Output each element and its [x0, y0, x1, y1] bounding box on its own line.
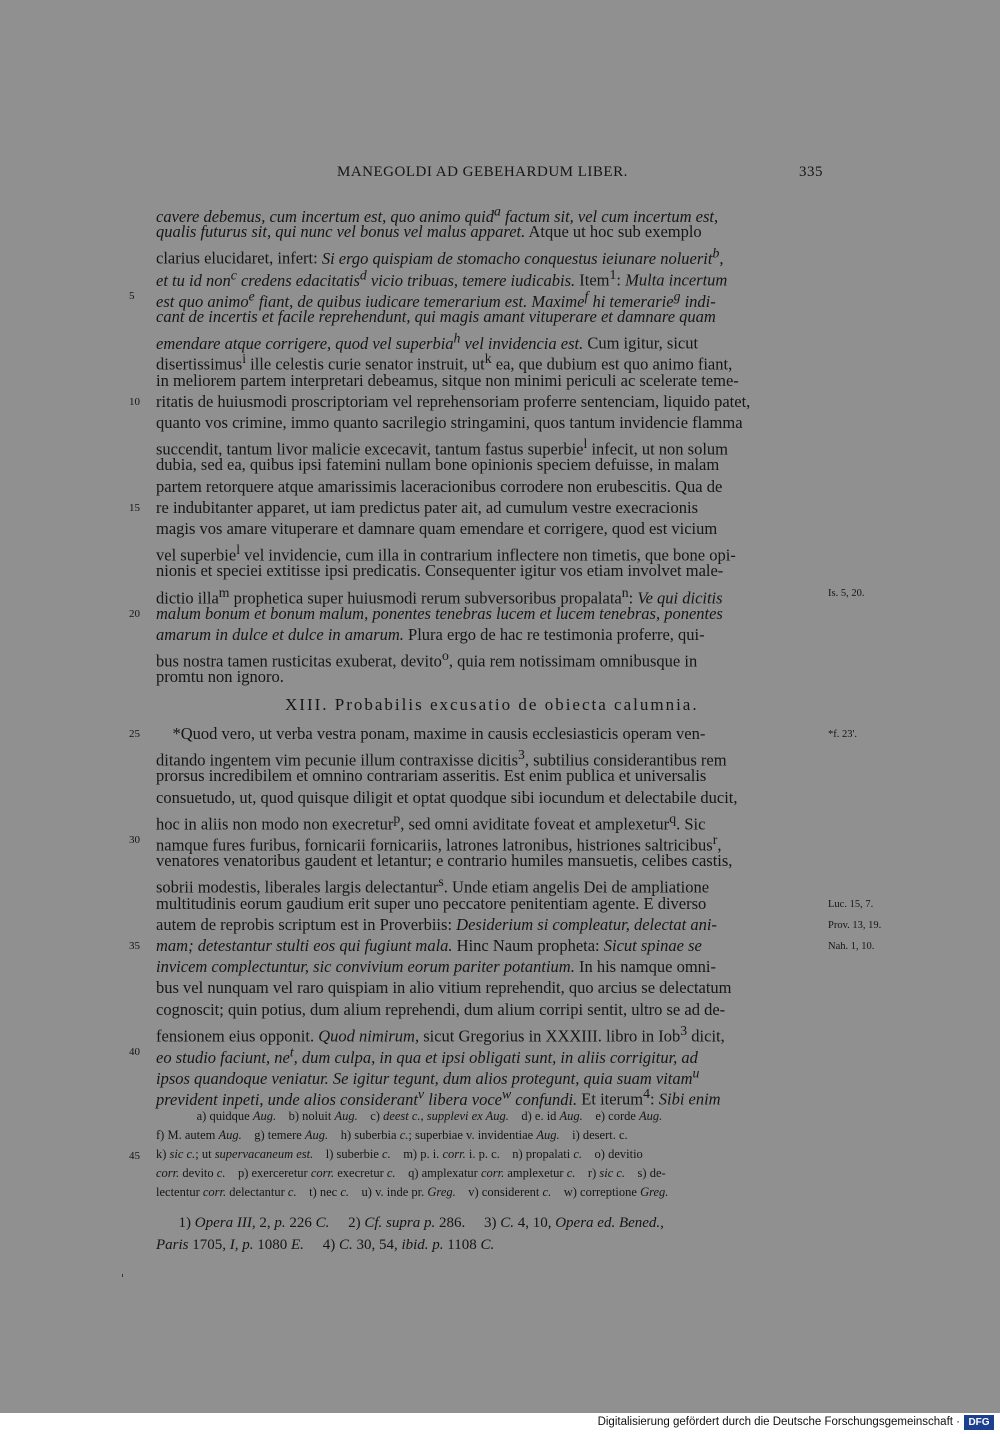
text-line: clarius elucidaret, infert: Si ergo quispiam de stomacho conquestus ieiunare noluerit$^b$,: [156, 245, 724, 268]
footnote-line: 1) Opera III, 2, p. 226 C. 2) Cf. supra p. 286. 3) C. 4, 10, Opera ed. Bened.,: [156, 1215, 664, 1231]
text-line: vel superbie$^l$ vel invidencie, cum illa in contrarium inflectere non timetis, que bone opi-: [156, 542, 736, 565]
line-number: 40: [129, 1046, 140, 1058]
text-line: emendare atque corrigere, quod vel superbia$^h$ vel invidencia est. Cum igitur, sicut: [156, 330, 699, 353]
section-title: XIII. Probabilis excusatio de obiecta calumnia.: [285, 695, 699, 714]
text-line: quanto vos crimine, immo quanto sacrilegio stringamini, quos tantum invidencie flamma: [156, 413, 743, 432]
text-line: ipsos quandoque veniatur. Se igitur tegunt, dum alios protegunt, quia suam vitam$^u$: [156, 1065, 700, 1088]
text-line: magis vos amare vituperare et damnare quam emendare et corrigere, quod est vicium: [156, 519, 718, 538]
page-number: 335: [799, 164, 823, 180]
line-number: 25: [129, 728, 140, 740]
text-line: prorsus incredibilem et omnino contrariam asseritis. Est enim publica et universalis: [156, 766, 707, 785]
margin-reference: Is. 5, 20.: [828, 588, 865, 599]
text-line: disertissimus$^i$ ille celestis curie senator instruit, $ut^k$ ea, que dubium est quo animo fiant,: [156, 351, 733, 374]
dfg-logo: DFG: [964, 1415, 994, 1430]
text-line: mam; detestantur stulti eos qui fugiunt mala. Hinc Naum propheta: Sicut spinae se: [156, 936, 702, 955]
apparatus-line: lectentur corr. delectantur c. t) nec c. u) v. inde pr. Greg. v) considerent c. w) correptione Greg.: [156, 1185, 669, 1199]
footnote-line: Paris 1705, I, p. 1080 E. 4) C. 30, 54, ibid. p. 1108 C.: [156, 1237, 495, 1253]
text-line: in meliorem partem interpretari debeamus, sitque non minimi periculi ac scelerate teme-: [156, 371, 739, 390]
line-number: 45: [129, 1150, 140, 1162]
text-line: cant de incertis et facile reprehendunt, qui magis amant vituperare et damnare quam: [156, 307, 716, 326]
line-number: 10: [129, 396, 140, 408]
text-line: prevident inpeti, unde alios considerant$^v$ libera voce$^w$ confundi. Et iterum$^4$: Sibi enim: [156, 1086, 721, 1109]
margin-reference: Luc. 15, 7.: [828, 899, 874, 910]
margin-mark: [122, 1274, 123, 1277]
text-line: promtu non ignoro.: [156, 667, 284, 686]
text-line: partem retorquere atque amarissimis laceracionibus corrodere non erubescitis. Qua de: [156, 477, 723, 496]
running-head: [337, 164, 823, 181]
text-line: multitudinis eorum gaudium erit super uno peccatore penitentiam agente. E diverso: [156, 894, 707, 913]
line-number: 35: [129, 940, 140, 952]
text-line: malum bonum et bonum malum, ponentes tenebras lucem et lucem tenebras, ponentes: [156, 604, 723, 623]
line-number: 15: [129, 502, 140, 514]
text-line: bus vel nunquam vel raro quispiam in alio vitium reprehendit, quo arcius se delectatum: [156, 978, 732, 997]
footer-text: Digitalisierung gefördert durch die Deutsche Forschungsgemeinschaft ·: [597, 1416, 960, 1428]
text-line: namque fures furibus, fornicarii fornicariis, latrones latronibus, histriones saltricibus$^r$,: [156, 832, 722, 855]
margin-reference: *f. 23'.: [828, 729, 858, 740]
text-line: autem de reprobis scriptum est in Proverbiis: Desiderium si compleatur, delectat ani-: [156, 915, 717, 934]
text-line: est quo animo$^e$ fiant, de quibus iudicare temerarium est. Maxime$^f$ hi temerarie$^g$ indi-: [156, 288, 716, 311]
header-title: MANEGOLDI AD GEBEHARDUM LIBER.: [337, 164, 628, 180]
text-line: consuetudo, ut, quod quisque diligit et optat quodque sibi iocundum et delectabile ducit,: [156, 788, 738, 807]
text-line: fensionem eius opponit. Quod nimirum, sicut Gregorius in XXXIII. libro in Iob$^3$ dicit,: [156, 1023, 725, 1046]
text-line: ditando ingentem vim pecunie illum contraxisse dicitis$^3$, subtilius considerantibus rem: [156, 747, 727, 770]
apparatus-line: k) sic c.; ut supervacaneum est. l) suberbie c. m) p. i. corr. i. p. c. n) propalati c. o) devitio: [156, 1147, 643, 1161]
line-number: 30: [129, 834, 140, 846]
apparatus-line: f) M. autem Aug. g) temere Aug. h) suberbia c.; superbiae v. invidentiae Aug. i) desert. c.: [156, 1128, 628, 1142]
text-line: sobrii modestis, liberales largis delectantur$^s$. Unde etiam angelis Dei de ampliatione: [156, 874, 710, 897]
line-number: 5: [129, 290, 135, 302]
text-line: venatores venatoribus gaudent et letantur; e contrario humiles mansuetis, celibes castis,: [156, 851, 733, 870]
text-line: eo studio faciunt, $ne^t$, dum culpa, in qua et ipsi obligati sunt, in aliis corrigitur, ad: [156, 1044, 698, 1067]
text-line: cavere debemus, cum incertum est, quo animo quid$^a$ factum sit, vel cum incertum est,: [156, 203, 719, 226]
text-line: et tu id non$^c$ credens edacitatis$^d$ vicio tribuas, temere iudicabis. Item$^1$: Multa incertum: [156, 267, 728, 290]
apparatus-line: a) quidque Aug. b) noluit Aug. c) deest c., supplevi ex Aug. d) e. id Aug. e) corde Aug.: [156, 1109, 663, 1123]
margin-reference: Prov. 13, 19.: [828, 920, 882, 931]
text-line: ritatis de huiusmodi proscriptoriam vel reprehensoriam proferre sentenciam, liquido patet,: [156, 392, 751, 411]
text-line: nionis et speciei extitisse ipsi predicatis. Consequenter igitur vos etiam involvet male-: [156, 561, 724, 580]
text-line: re indubitanter apparet, ut iam predictus pater ait, ad cumulum vestre execracionis: [156, 498, 698, 517]
text-line: dictio illa$^m$ prophetica super huiusmodi rerum subversoribus propalata$^n$: Ve qui dicitis: [156, 585, 723, 608]
text-line: succendit, tantum livor malicie excecavit, tantum fastus superbie$^l$ infecit, ut non solum: [156, 436, 729, 459]
text-line: qualis futurus sit, qui nunc vel bonus vel malus apparet. Atque ut hoc sub exemplo: [156, 222, 702, 241]
text-line: bus nostra tamen rusticitas exuberat, devito$^o$, quia rem notissimam omnibusque in: [156, 648, 698, 671]
text-line: *Quod vero, ut verba vestra ponam, maxime in causis ecclesiasticis operam ven-: [156, 724, 706, 743]
margin-reference: Nah. 1, 10.: [828, 941, 875, 952]
text-line: dubia, sed ea, quibus ipsi fatemini nullam bone opinionis speciem defuisse, in malam: [156, 455, 720, 474]
text-line: cognoscit; quin potius, dum alium reprehendi, dum alium corripi sentit, ultro se ad de-: [156, 1000, 726, 1019]
footer-band: [0, 1413, 1000, 1434]
line-number: 20: [129, 608, 140, 620]
text-line: invicem complectuntur, sic convivium eorum pariter potantium. In his namque omni-: [156, 957, 716, 976]
text-line: amarum in dulce et dulce in amarum. Plura ergo de hac re testimonia proferre, qui-: [156, 625, 705, 644]
apparatus-line: corr. devito c. p) exerceretur corr. execretur c. q) amplexatur corr. amplexetur c. r) sic c. s) de-: [156, 1166, 666, 1180]
text-line: hoc in aliis non modo non execretur$^p$, sed omni aviditate foveat et amplexetur$^q$. Sic: [156, 811, 706, 834]
